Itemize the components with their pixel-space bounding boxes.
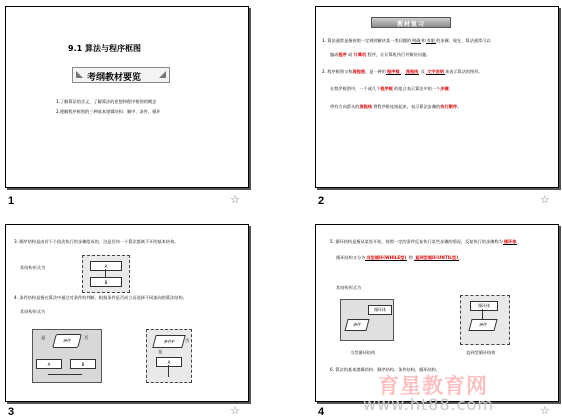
slide-4-item-6: 6. 算法的基本逻辑结构：顺序结构、条件结构、循环结构。 — [330, 367, 441, 372]
slide-2-item-1a: 1. 算法通常是指按照一定规则解决某一类问题的明确和有限的步骤，现在，算法通常可以 — [322, 38, 491, 43]
banner-text: 考纲教材要览 — [87, 73, 142, 83]
slide-1-line-2: 2.理解程序框图的三种基本逻辑结构：顺序、条件、循环 — [56, 109, 161, 114]
cond1-box-a: A — [36, 359, 62, 369]
until-cond-diamond: 条件 — [468, 319, 497, 331]
slide-3-item-3: 3. 顺序结构是由若干个依次执行的步骤组成的，这是任何一个算法都离不开的基本结构。 — [14, 239, 179, 244]
slide-2-header: 教材复习 — [371, 17, 451, 28]
cond2-exit-line — [168, 365, 169, 377]
slide-4-item-5b: 循环结构又分为当型循环(WHILE型) 和 直到型循环(UNTIL型)。 — [336, 255, 464, 260]
cond2-box-a: A — [156, 357, 182, 367]
slide-4-item-5-form: 其结构形式为 — [336, 285, 362, 290]
slide-1-star-icon[interactable]: ☆ — [230, 193, 240, 206]
while-cond-diamond: 条件 — [344, 319, 369, 331]
banner-right-icon — [159, 71, 166, 78]
cond1-diamond: 条件 — [52, 334, 82, 348]
slide-2-number: 2 — [318, 195, 325, 207]
slide-2-star-icon[interactable]: ☆ — [540, 193, 550, 206]
watermark-url: www.ht88.com — [363, 395, 494, 414]
slide-3-item-3-form: 其结构形式为 — [20, 265, 46, 270]
slide-1[interactable] — [5, 6, 249, 188]
cond2-no-label: 否 — [185, 338, 190, 343]
seq-box-b: B — [90, 277, 122, 287]
cond1-box-b: B — [70, 359, 96, 369]
slide-2-item-2a: 2. 程序框图又称流程图，是一种用程序框、流程线 及 文字说明来表示算法的图形。 — [322, 69, 483, 74]
cond1-no-label: 否 — [84, 335, 89, 340]
slide-2[interactable] — [315, 6, 559, 188]
slide-3[interactable] — [5, 224, 249, 402]
seq-box-a: A — [90, 261, 122, 271]
cond1-merge-line — [48, 374, 82, 375]
slide-3-number: 3 — [8, 406, 15, 418]
cond2-diamond: 条件P — [152, 335, 185, 348]
until-caption: 直到型循环结构 — [466, 350, 496, 355]
slide-2-item-2c: 带有方向箭头的流程线 将程序框连接起来，表示算法步骤的执行顺序。 — [330, 104, 462, 109]
slide-2-item-1b: 编成程序 或 计算机 程序，让计算机执行并解决问题。 — [330, 52, 431, 57]
slide-4-star-icon[interactable]: ☆ — [540, 404, 550, 417]
cond1-yes-label: 是 — [41, 335, 46, 340]
seq-arrow — [105, 269, 106, 277]
slide-3-item-4: 4. 条件结构是指在算法中通过对条件的判断，根据条件是否成立而选择不同流向的算法结构。 — [14, 295, 187, 300]
while-loop-body: 循环体 — [368, 305, 392, 315]
watermark-logo: 育星教育网 — [378, 374, 488, 398]
until-arrow — [482, 309, 483, 319]
slide-3-star-icon[interactable]: ☆ — [230, 404, 240, 417]
while-caption: 当型循环结构 — [350, 350, 376, 355]
banner-left-icon — [76, 71, 83, 78]
slide-1-line-1: 1.了解算法的含义，了解算法的思想和程序框图的概念 — [56, 99, 157, 104]
slide-4-number: 4 — [318, 406, 325, 418]
slide-1-banner — [72, 67, 170, 83]
slide-4-item-5a: 5. 循环结构是指从某处开始，按照一定的条件反复执行某些步骤的情况，反复执行的步骤称为循环体， — [330, 239, 522, 244]
slide-3-item-4-form: 其结构形式为 — [20, 309, 46, 314]
until-loop-body: 循环体 — [470, 301, 498, 311]
slide-1-number: 1 — [8, 195, 15, 207]
slide-1-title: 9.1 算法与程序框图 — [68, 44, 141, 53]
cond2-yes-label: 是 — [158, 349, 163, 354]
slide-2-item-2b: 在程序框图中，一个或几个程序框 的组合表示算法中的一个步骤； — [330, 86, 453, 91]
